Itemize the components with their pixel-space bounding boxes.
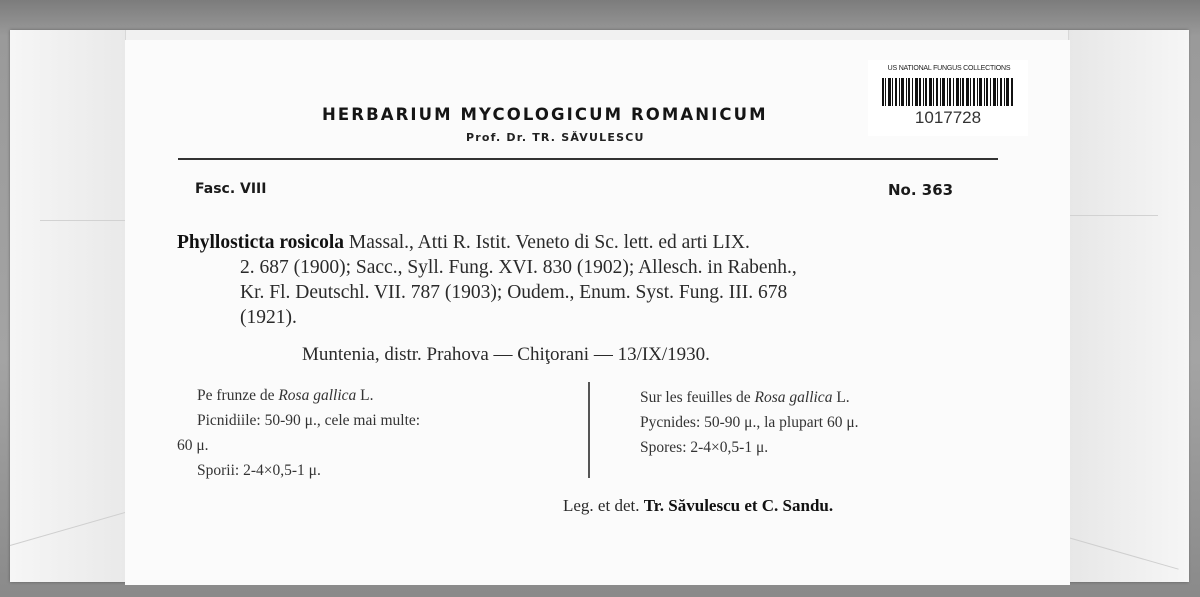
citation-text-1: Massal., Atti R. Istit. Veneto di Sc. lett. ed arti LIX. — [344, 232, 750, 253]
description-french — [640, 385, 1020, 460]
host-species-fr: Rosa gallica — [754, 389, 833, 406]
host-prefix-ro: Pe frunze de — [197, 387, 279, 404]
host-suffix-ro: L. — [356, 387, 374, 404]
citation-line-1 — [177, 230, 1007, 255]
description-romanian — [177, 383, 567, 483]
host-french — [640, 385, 1020, 410]
barcode-number: 1017728 — [914, 108, 982, 127]
species-citation — [177, 230, 1007, 330]
barcode-institution: US NATIONAL FUNGUS COLLECTIONS — [887, 65, 1011, 72]
host-romanian — [177, 383, 567, 408]
herbarium-title: HERBARIUM MYCOLOGICUM ROMANICUM — [322, 105, 768, 124]
barcode-icon — [882, 78, 1014, 106]
fascicle-number: Fasc. VIII — [195, 181, 267, 197]
species-name: Phyllosticta rosicola — [177, 232, 344, 253]
citation-line-2: 2. 687 (1900); Sacc., Syll. Fung. XVI. 830 (1902); Allesch. in Rabenh., — [240, 257, 797, 278]
packet-flap-right — [1068, 30, 1189, 582]
packet-flap-left — [10, 30, 126, 582]
herbarium-subtitle: Prof. Dr. TR. SĂVULESCU — [466, 131, 645, 144]
spores-romanian: Sporii: 2-4×0,5-1 μ. — [197, 462, 321, 479]
barcode-sticker — [868, 60, 1028, 136]
header-rule — [178, 158, 998, 160]
collection-locality: Muntenia, distr. Prahova — Chiţorani — 13/IX/1930. — [302, 344, 710, 365]
collector-prefix: Leg. et det. — [563, 496, 644, 515]
host-suffix-fr: L. — [832, 389, 850, 406]
citation-line-4: (1921). — [240, 307, 297, 328]
citation-line-3: Kr. Fl. Deutschl. VII. 787 (1903); Oudem., Enum. Syst. Fung. III. 678 — [240, 282, 788, 303]
pycnidia-romanian: Picnidiile: 50-90 μ., cele mai multe: — [197, 412, 421, 429]
specimen-number: No. 363 — [888, 181, 954, 199]
collector-line — [563, 496, 833, 516]
host-species-ro: Rosa gallica — [278, 387, 357, 404]
packet-crease-left — [40, 220, 126, 221]
packet-crease-right — [1068, 215, 1158, 216]
pycnidia-french: Pycnides: 50-90 μ., la plupart 60 μ. — [640, 414, 859, 431]
collector-names: Tr. Săvulescu et C. Sandu. — [643, 496, 834, 515]
column-divider — [588, 382, 590, 478]
host-prefix-fr: Sur les feuilles de — [640, 389, 755, 406]
spores-french: Spores: 2-4×0,5-1 μ. — [640, 439, 769, 456]
pycnidia-romanian-cont: 60 μ. — [177, 437, 209, 454]
